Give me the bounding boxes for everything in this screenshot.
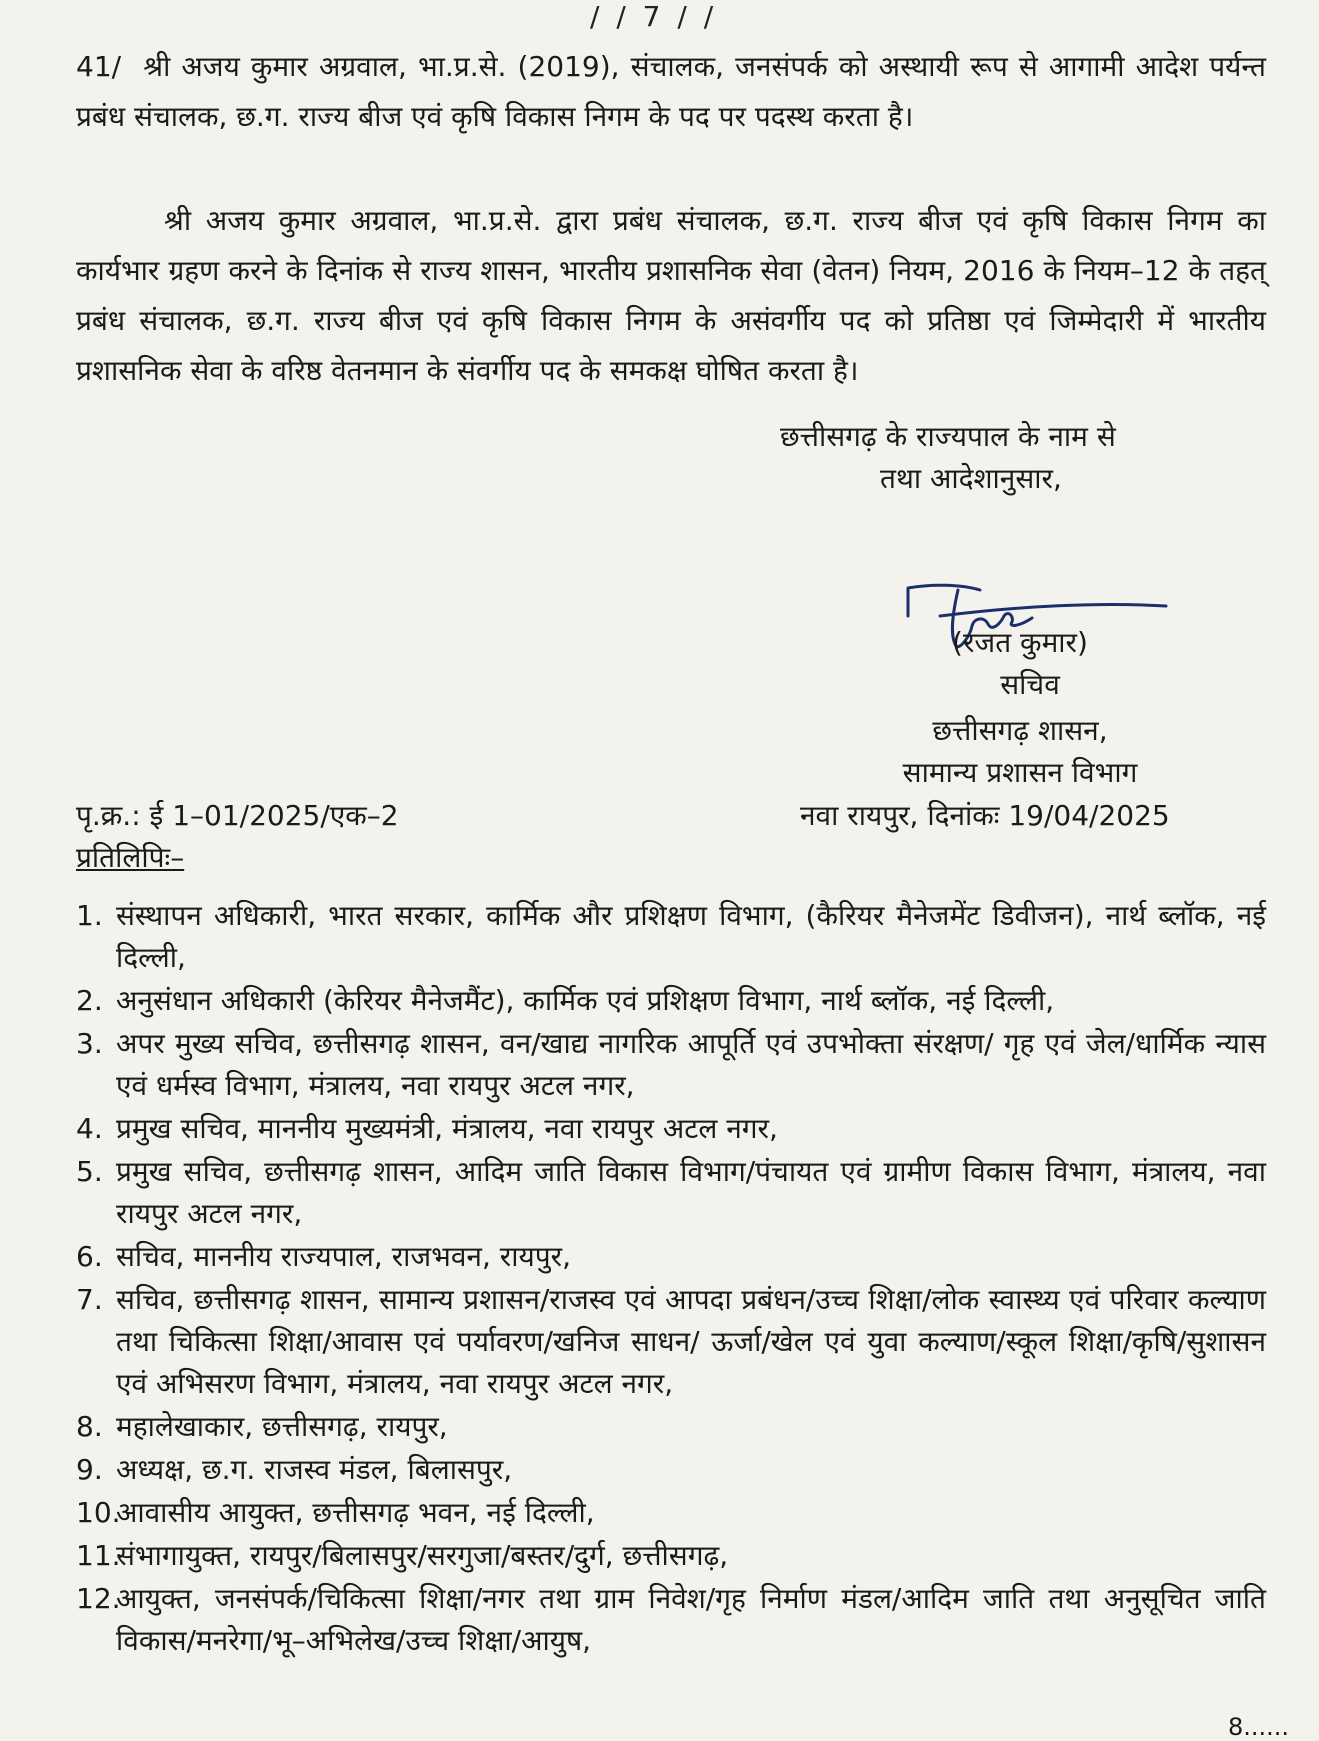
list-item-number: 4. [76,1112,103,1145]
list-item-number: 2. [76,984,103,1017]
list-item-number: 7. [76,1283,103,1316]
signatory-office-2: सामान्य प्रशासन विभाग [902,756,1138,789]
list-item-text: आवासीय आयुक्त, छत्तीसगढ़ भवन, नई दिल्ली, [116,1496,595,1529]
place-date: नवा रायपुर, दिनांकः 19/04/2025 [800,799,1170,832]
list-item-number: 3. [76,1027,103,1060]
list-item-text: संस्थापन अधिकारी, भारत सरकार, कार्मिक और प्रशिक्षण विभाग, (कैरियर मैनेजमेंट डिवीजन), नार्थ ब्लॉक, नई दिल्ली, [116,899,1266,974]
list-item [76,1023,1266,1107]
reference-number: पृ.क्र.: ई 1–01/2025/एक–2 [76,799,399,832]
list-item-text: आयुक्त, जनसंपर्क/चिकित्सा शिक्षा/नगर तथा ग्राम निवेश/गृह निर्माण मंडल/आदिम जाति तथा अनुसूचित जाति विकास/मनरेगा/भू–अभिलेख/उच्च शिक्षा/आयुष, [116,1582,1266,1657]
copy-heading: प्रतिलिपिः– [76,841,185,874]
list-item-text: संभागायुक्त, रायपुर/बिलासपुर/सरगुजा/बस्तर/दुर्ग, छत्तीसगढ़, [116,1539,729,1572]
list-item-number: 1. [76,899,103,932]
list-item-text: अध्यक्ष, छ.ग. राजस्व मंडल, बिलासपुर, [116,1453,513,1486]
page-continuation: 8...... [1227,1713,1289,1741]
list-item-number: 6. [76,1240,103,1273]
signatory-office-1: छत्तीसगढ़ शासन, [932,714,1108,747]
list-item [76,1151,1266,1235]
list-item [76,1535,1266,1577]
list-item-text: अनुसंधान अधिकारी (केरियर मैनेजमैंट), कार्मिक एवं प्रशिक्षण विभाग, नार्थ ब्लॉक, नई दिल्ली, [116,984,1055,1017]
list-item [76,1279,1266,1405]
order-text: श्री अजय कुमार अग्रवाल, भा.प्र.से. (2019), संचालक, जनसंपर्क को अस्थायी रूप से आगामी आदेश पर्यन्त प्रबंध संचालक, छ.ग. राज्य बीज एवं कृषि विकास निगम के पद पर पदस्थ करता है। [76,50,1266,133]
list-item-text: प्रमुख सचिव, माननीय मुख्यमंत्री, मंत्रालय, नवा रायपुर अटल नगर, [116,1112,778,1145]
declaration-paragraph [76,196,1266,396]
list-item-number: 12. [76,1582,121,1615]
list-item [76,1578,1266,1662]
list-item [76,1108,1266,1150]
list-item-text: अपर मुख्य सचिव, छत्तीसगढ़ शासन, वन/खाद्य नागरिक आपूर्ति एवं उपभोक्ता संरक्षण/ गृह एवं जेल/धार्मिक न्यास एवं धर्मस्व विभाग, मंत्रालय, नवा रायपुर अटल नगर, [116,1027,1266,1102]
list-item-number: 11. [76,1539,121,1572]
list-item [76,1449,1266,1491]
list-item [76,1236,1266,1278]
list-item-text: सचिव, छत्तीसगढ़ शासन, सामान्य प्रशासन/राजस्व एवं आपदा प्रबंधन/उच्च शिक्षा/लोक स्वास्थ्य एवं परिवार कल्याण तथा चिकित्सा शिक्षा/आवास एवं पर्यावरण/खनिज साधन/ ऊर्जा/खेल एवं युवा कल्याण/स्कूल शिक्षा/कृषि/सुशासन एवं अभिसरण विभाग, मंत्रालय, नवा रायपुर अटल नगर, [116,1283,1266,1400]
page-number: / / 7 / / [590,0,718,33]
list-item [76,895,1266,979]
list-item-number: 5. [76,1155,103,1188]
list-item-number: 9. [76,1453,103,1486]
copy-list [76,895,1266,1663]
order-number: 41/ [76,50,122,83]
list-item-text: महालेखाकार, छत्तीसगढ़, रायपुर, [116,1410,448,1443]
list-item [76,1406,1266,1448]
list-item-text: सचिव, माननीय राज्यपाल, राजभवन, रायपुर, [116,1240,571,1273]
signatory-designation: सचिव [1000,668,1060,701]
order-paragraph-41 [76,42,1266,142]
list-item [76,1492,1266,1534]
list-item-text: प्रमुख सचिव, छत्तीसगढ़ शासन, आदिम जाति विकास विभाग/पंचायत एवं ग्रामीण विकास विभाग, मंत्रालय, नवा रायपुर अटल नगर, [116,1155,1266,1230]
order-line-1: छत्तीसगढ़ के राज्यपाल के नाम से [780,420,1116,453]
list-item-number: 10. [76,1496,121,1529]
list-item-number: 8. [76,1410,103,1443]
declaration-text: श्री अजय कुमार अग्रवाल, भा.प्र.से. द्वारा प्रबंध संचालक, छ.ग. राज्य बीज एवं कृषि विकास निगम का कार्यभार ग्रहण करने के दिनांक से राज्य शासन, भारतीय प्रशासनिक सेवा (वेतन) नियम, 2016 के नियम–12 के तहत् प्रबंध संचालक, छ.ग. राज्य बीज एवं कृषि विकास निगम के असंवर्गीय पद को प्रतिष्ठा एवं जिम्मेदारी में भारतीय प्रशासनिक सेवा के वरिष्ठ वेतनमान के संवर्गीय पद के समकक्ष घोषित करता है। [76,204,1266,387]
list-item [76,980,1266,1022]
signatory-name: (रजत कुमार) [952,626,1088,659]
order-line-2: तथा आदेशानुसार, [880,462,1062,495]
